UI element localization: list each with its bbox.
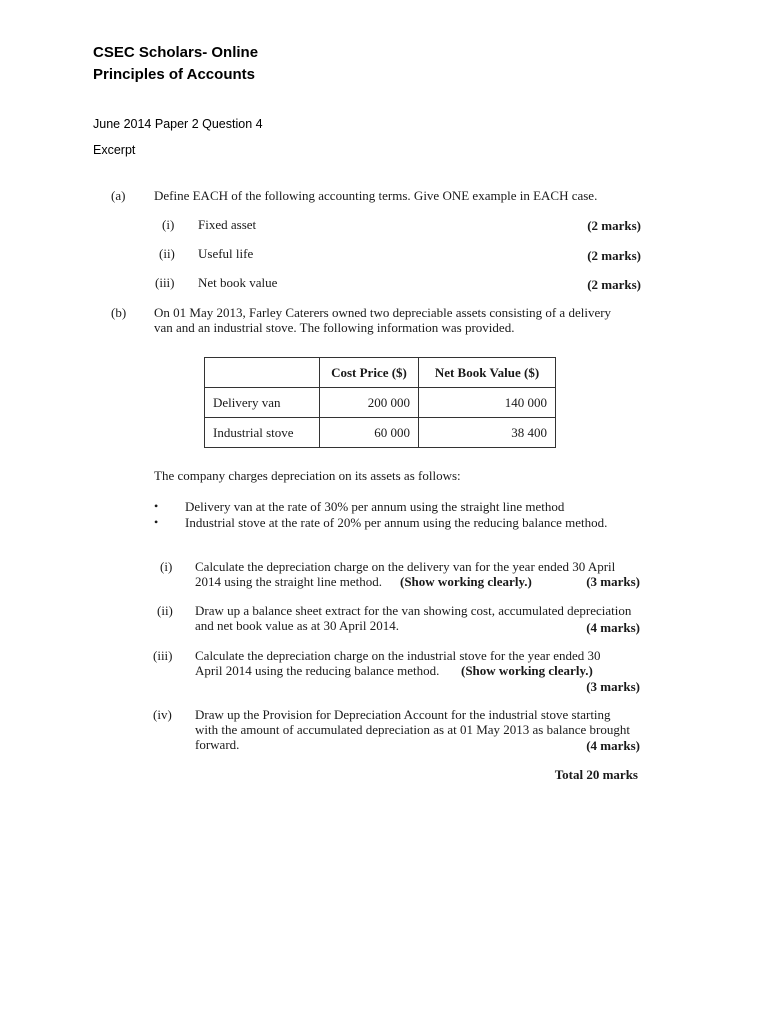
part-a-item-marks: (2 marks): [587, 277, 641, 292]
part-a-item-num: (iii): [155, 275, 175, 290]
part-a-label: (a): [111, 188, 126, 203]
table-cell: 38 400: [419, 418, 556, 448]
question-line: Draw up a balance sheet extract for the van showing cost, accumulated depreciation: [195, 603, 632, 618]
question-line: Draw up the Provision for Depreciation Account for the industrial stove starting: [195, 707, 611, 722]
total-marks: Total 20 marks: [554, 767, 638, 782]
question-line: Calculate the depreciation charge on the delivery van for the year ended 30 April: [195, 559, 616, 574]
paper-reference: June 2014 Paper 2 Question 4: [93, 117, 263, 131]
asset-table: [204, 357, 556, 448]
question-num: (iv): [153, 707, 172, 722]
part-a-item-text: Useful life: [198, 246, 254, 261]
bullet-text: Delivery van at the rate of 30% per annum using the straight line method: [185, 499, 565, 514]
part-a-item-num: (ii): [159, 246, 175, 261]
table-header-cell: [205, 358, 320, 388]
question-marks: (4 marks): [586, 738, 640, 753]
question-line: 2014 using the straight line method.: [195, 574, 383, 589]
question-marks: (3 marks): [586, 574, 640, 589]
part-a-item-num: (i): [162, 217, 175, 232]
table-header-cell: Net Book Value ($): [419, 358, 556, 388]
document-title: CSEC Scholars- Online: [93, 44, 259, 61]
question-line: forward.: [195, 737, 240, 752]
part-a-item-marks: (2 marks): [587, 218, 641, 233]
document-subtitle: Principles of Accounts: [93, 66, 255, 83]
question-num: (i): [160, 559, 173, 574]
table-header-row: [205, 358, 556, 388]
depreciation-intro: The company charges depreciation on its assets as follows:: [154, 468, 461, 483]
question-line: Calculate the depreciation charge on the industrial stove for the year ended 30: [195, 648, 601, 663]
part-a-intro: Define EACH of the following accounting terms. Give ONE example in EACH case.: [154, 188, 598, 203]
question-marks: (4 marks): [586, 620, 640, 635]
question-note: (Show working clearly.): [400, 574, 532, 589]
part-b-label: (b): [111, 305, 127, 320]
question-marks: (3 marks): [586, 679, 640, 694]
question-note: (Show working clearly.): [461, 663, 593, 678]
part-b-intro-line: On 01 May 2013, Farley Caterers owned two depreciable assets consisting of a delivery: [154, 305, 612, 320]
part-a-item-marks: (2 marks): [587, 248, 641, 263]
part-a-item-text: Net book value: [198, 275, 278, 290]
table-row: [205, 418, 556, 448]
table-cell: 140 000: [419, 388, 556, 418]
bullet-icon: •: [154, 499, 159, 513]
table-cell: 60 000: [320, 418, 419, 448]
question-num: (iii): [153, 648, 173, 663]
table-cell: Delivery van: [205, 388, 320, 418]
table-row: [205, 388, 556, 418]
bullet-icon: •: [154, 515, 159, 529]
question-num: (ii): [157, 603, 173, 618]
bullet-text: Industrial stove at the rate of 20% per annum using the reducing balance method.: [185, 515, 608, 530]
question-line: April 2014 using the reducing balance method.: [195, 663, 440, 678]
question-line: and net book value as at 30 April 2014.: [195, 618, 399, 633]
part-a-item-text: Fixed asset: [198, 217, 257, 232]
table-cell: 200 000: [320, 388, 419, 418]
question-line: with the amount of accumulated depreciation as at 01 May 2013 as balance brought: [195, 722, 630, 737]
table-header-cell: Cost Price ($): [320, 358, 419, 388]
table-cell: Industrial stove: [205, 418, 320, 448]
excerpt-label: Excerpt: [93, 143, 136, 157]
part-b-intro-line: van and an industrial stove. The following information was provided.: [154, 320, 515, 335]
